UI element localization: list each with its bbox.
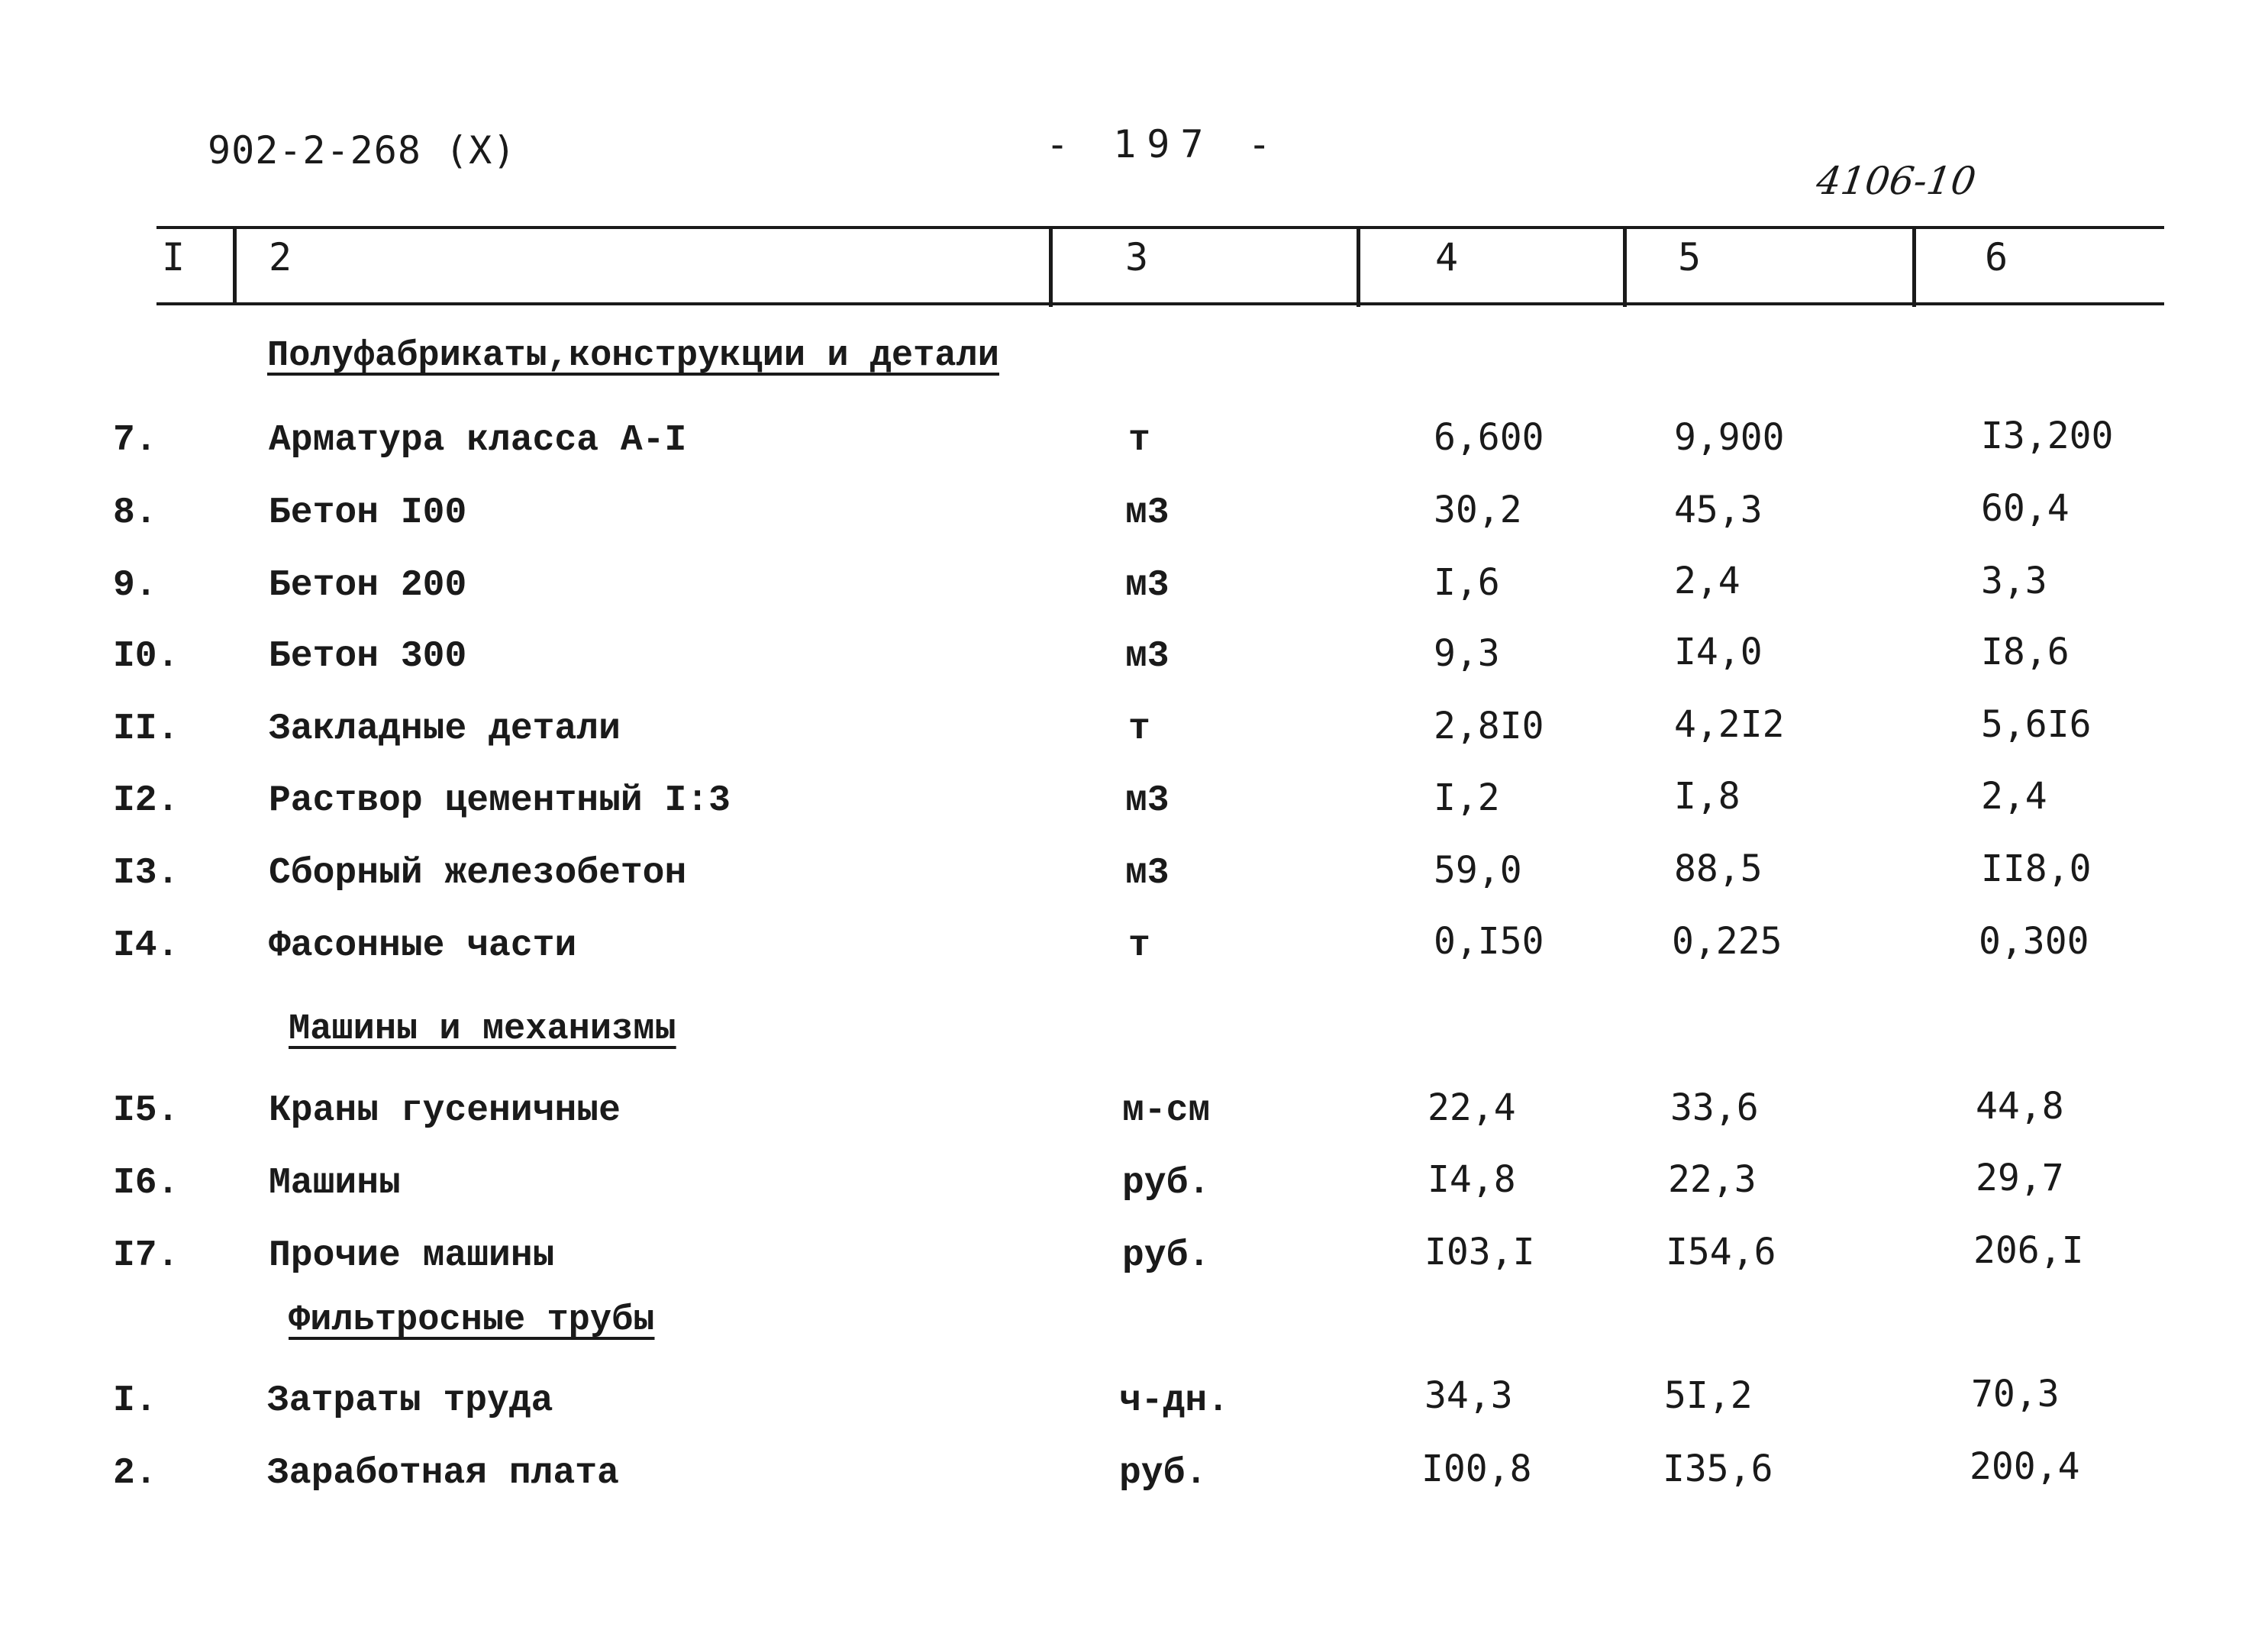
inventory-number: 4106-10 (1813, 159, 1979, 203)
row-value-col6: I3,200 (1981, 415, 2114, 457)
row-name: Арматура класса A-I (269, 420, 687, 461)
row-value-col4: 59,0 (1434, 849, 1522, 892)
row-name: Заработная плата (267, 1453, 619, 1494)
row-value-col5: 45,3 (1674, 489, 1763, 531)
row-value-col4: 6,600 (1434, 416, 1544, 459)
row-value-col5: 4,2I2 (1674, 703, 1785, 746)
table-top-rule (156, 226, 2164, 229)
row-unit: м3 (1125, 780, 1169, 821)
row-unit: т (1128, 925, 1150, 967)
row-value-col4: I00,8 (1421, 1448, 1532, 1490)
row-unit: т (1128, 420, 1150, 461)
column-header-6: 6 (1985, 235, 2008, 279)
row-name: Бетон 300 (269, 636, 467, 677)
column-header-3: 3 (1125, 235, 1149, 279)
col-divider-3 (1357, 228, 1360, 307)
row-value-col5: 33,6 (1670, 1086, 1759, 1129)
row-number: 9. (113, 565, 157, 606)
row-value-col5: 2,4 (1674, 560, 1741, 602)
row-unit: ч-дн. (1119, 1380, 1230, 1422)
row-value-col5: 9,900 (1674, 416, 1785, 459)
section-title-filter-pipes: Фильтросные трубы (289, 1300, 655, 1341)
column-header-4: 4 (1435, 235, 1459, 279)
row-name: Прочие машины (269, 1235, 555, 1277)
page-number: - 197 - (1046, 122, 1282, 166)
row-unit: м3 (1125, 853, 1169, 894)
row-value-col6: I8,6 (1981, 631, 2070, 673)
row-value-col5: 5I,2 (1664, 1374, 1753, 1417)
row-value-col6: 70,3 (1971, 1373, 2060, 1415)
row-name: Раствор цементный I:3 (269, 780, 731, 821)
row-name: Бетон I00 (269, 492, 467, 534)
row-number: I3. (113, 853, 179, 894)
row-number: I5. (113, 1090, 179, 1131)
document-code: 902-2-268 (X) (208, 128, 517, 173)
row-number: I4. (113, 925, 179, 967)
row-name: Бетон 200 (269, 565, 467, 606)
row-value-col6: 29,7 (1976, 1157, 2064, 1199)
row-unit: м-см (1122, 1090, 1211, 1131)
row-number: I6. (113, 1163, 179, 1204)
row-unit: руб. (1119, 1453, 1208, 1494)
row-value-col4: I4,8 (1428, 1158, 1516, 1201)
row-value-col4: 2,8I0 (1434, 705, 1544, 747)
row-unit: руб. (1122, 1235, 1211, 1277)
section-title-materials: Полуфабрикаты,конструкции и детали (267, 336, 999, 376)
row-value-col5: I,8 (1674, 775, 1741, 818)
row-name: Закладные детали (269, 708, 621, 750)
row-value-col4: 9,3 (1434, 632, 1500, 675)
row-value-col5: 0,225 (1672, 920, 1782, 963)
row-value-col4: 22,4 (1428, 1086, 1516, 1129)
row-value-col4: 30,2 (1434, 489, 1522, 531)
table-header-bottom-rule (156, 302, 2164, 305)
row-unit: т (1128, 708, 1150, 750)
row-number: 7. (113, 420, 157, 461)
row-value-col6: II8,0 (1981, 847, 2092, 890)
row-name: Затраты труда (267, 1380, 553, 1422)
row-value-col4: I,2 (1434, 776, 1500, 819)
row-name: Фасонные части (269, 925, 577, 967)
row-value-col6: 3,3 (1981, 560, 2047, 602)
row-number: II. (113, 708, 179, 750)
row-value-col4: I03,I (1424, 1231, 1535, 1273)
column-header-5: 5 (1678, 235, 1702, 279)
section-title-machines: Машины и механизмы (289, 1009, 676, 1050)
row-name: Краны гусеничные (269, 1090, 621, 1131)
row-value-col6: 60,4 (1981, 487, 2070, 530)
row-name: Сборный железобетон (269, 853, 687, 894)
row-value-col4: I,6 (1434, 561, 1500, 604)
row-value-col5: 22,3 (1668, 1158, 1757, 1201)
row-number: I2. (113, 780, 179, 821)
col-divider-1 (233, 228, 237, 304)
row-value-col6: 0,300 (1979, 920, 2089, 963)
column-header-2: 2 (269, 235, 292, 279)
row-value-col6: 5,6I6 (1981, 703, 2092, 746)
row-value-col4: 34,3 (1424, 1374, 1513, 1417)
column-header-1: I (162, 235, 186, 279)
row-number: I. (113, 1380, 157, 1422)
row-name: Машины (269, 1163, 401, 1204)
row-value-col6: 206,I (1973, 1229, 2084, 1272)
row-value-col4: 0,I50 (1434, 920, 1544, 963)
row-value-col5: I35,6 (1663, 1448, 1773, 1490)
row-value-col5: I54,6 (1666, 1231, 1776, 1273)
row-value-col5: I4,0 (1674, 631, 1763, 673)
row-value-col6: 2,4 (1981, 775, 2047, 818)
row-number: I0. (113, 636, 179, 677)
row-value-col5: 88,5 (1674, 847, 1763, 890)
row-number: I7. (113, 1235, 179, 1277)
col-divider-2 (1049, 228, 1053, 307)
row-unit: м3 (1125, 565, 1169, 606)
row-value-col6: 200,4 (1970, 1445, 2080, 1488)
row-unit: руб. (1122, 1163, 1211, 1204)
row-number: 2. (113, 1453, 157, 1494)
row-unit: м3 (1125, 636, 1169, 677)
row-value-col6: 44,8 (1976, 1085, 2064, 1128)
col-divider-4 (1623, 228, 1627, 307)
row-number: 8. (113, 492, 157, 534)
col-divider-5 (1912, 228, 1916, 307)
row-unit: м3 (1125, 492, 1169, 534)
